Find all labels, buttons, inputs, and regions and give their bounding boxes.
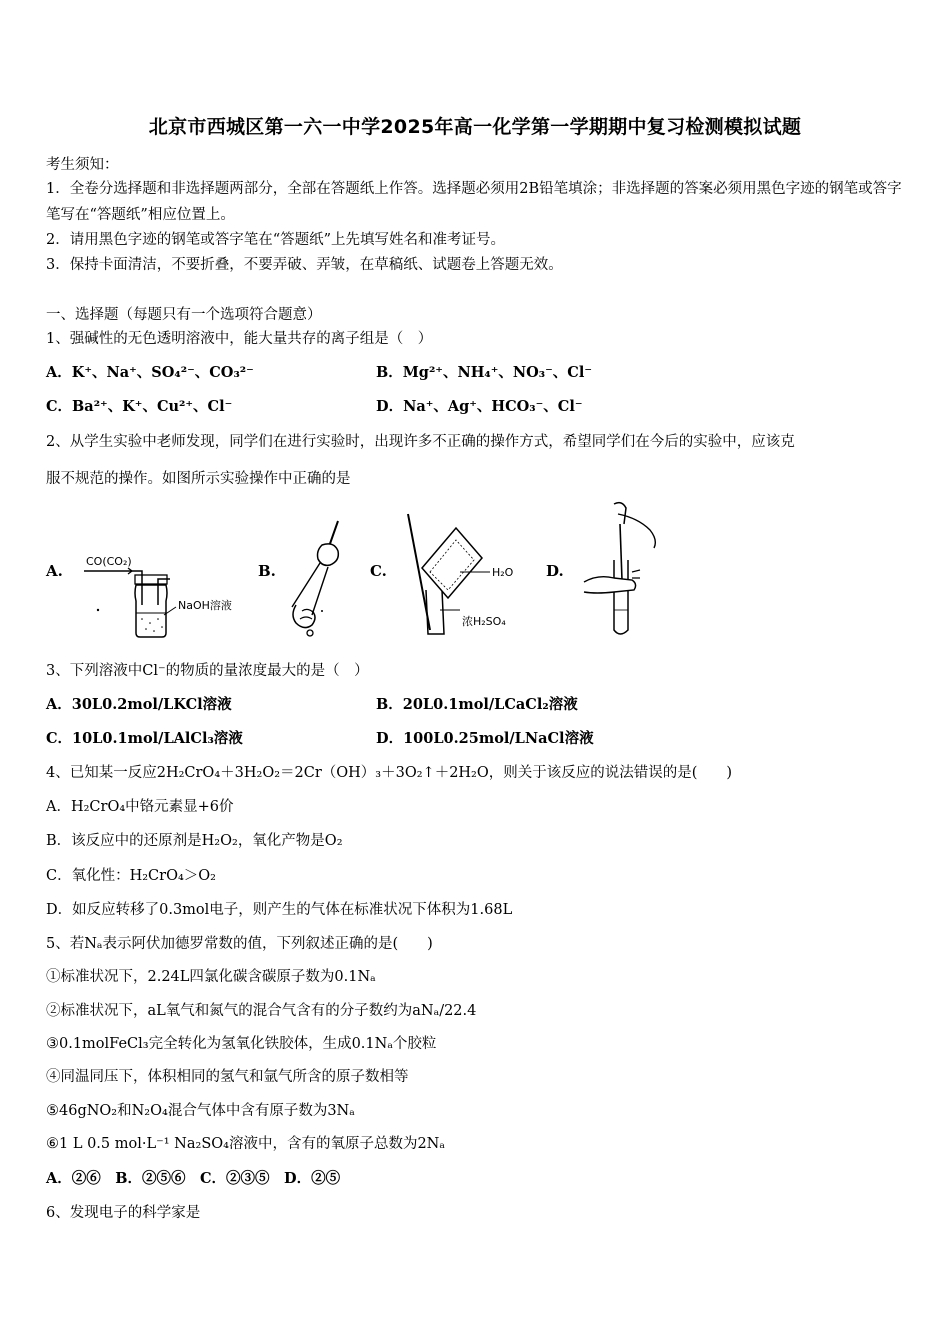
figure-c-acid-label: 浓H₂SO₄ [462, 615, 506, 628]
notice-item-2: 2．请用黑色字迹的钢笔或答字笔在“答题纸”上先填写姓名和准考证号。 [46, 232, 506, 248]
q4-option-b: B．该反应中的还原剂是H₂O₂，氧化产物是O₂ [46, 833, 343, 849]
q5-statement-4: ④同温同压下，体积相同的氢气和氩气所含的原子数相等 [46, 1069, 409, 1085]
figure-c-water-label: H₂O [492, 566, 514, 579]
figure-c-acid-dilution [400, 510, 530, 640]
q5-statement-1: ①标准状况下，2.24L四氯化碳含碳原子数为0.1Nₐ [46, 969, 376, 985]
q5-statement-5: ⑤46gNO₂和N₂O₄混合气体中含有原子数为3Nₐ [46, 1103, 355, 1119]
fig-label-b: B. [258, 562, 276, 580]
q1-option-a: A．K⁺、Na⁺、SO₄²⁻、CO₃²⁻ [46, 364, 254, 381]
notice-heading: 考生须知： [46, 157, 119, 173]
section-heading: 一、选择题（每题只有一个选项符合题意） [46, 307, 322, 323]
q6-stem: 6、发现电子的科学家是 [46, 1205, 201, 1221]
q3-option-c: C．10L0.1mol/LAlCl₃溶液 [46, 730, 243, 747]
q1-option-c: C．Ba²⁺、K⁺、Cu²⁺、Cl⁻ [46, 398, 233, 415]
q3-option-d: D．100L0.25mol/LNaCl溶液 [376, 730, 594, 747]
q2-stem-line2: 服不规范的操作。如图所示实验操作中正确的是 [46, 471, 351, 487]
q4-option-d: D．如反应转移了0.3mol电子，则产生的气体在标准状况下体积为1.68L [46, 902, 513, 918]
q1-option-d: D．Na⁺、Ag⁺、HCO₃⁻、Cl⁻ [376, 398, 583, 415]
figure-a-gas-label: CO(CO₂) [86, 555, 132, 568]
q5-statement-2: ②标准状况下，aL氧气和氮气的混合气含有的分子数约为aNₐ/22.4 [46, 1003, 477, 1019]
notice-item-3: 3．保持卡面清洁，不要折叠，不要弄破、弄皱，在草稿纸、试题卷上答题无效。 [46, 257, 563, 273]
q1-option-b: B．Mg²⁺、NH₄⁺、NO₃⁻、Cl⁻ [376, 364, 592, 381]
fig-label-c: C. [370, 562, 387, 580]
q2-stem-line1: 2、从学生实验中老师发现，同学们在进行实验时，出现许多不正确的操作方式，希望同学们在今后的实验中，应该克 [46, 434, 795, 450]
figure-a-solution-label: NaOH溶液 [178, 599, 232, 612]
q5-statement-6: ⑥1 L 0.5 mol·L⁻¹ Na₂SO₄溶液中，含有的氧原子总数为2Nₐ [46, 1136, 445, 1152]
figure-b-hand-pipette [282, 515, 362, 640]
q4-option-a: A．H₂CrO₄中铬元素显+6价 [46, 799, 234, 815]
fig-label-a: A. [46, 562, 63, 580]
fig-label-d: D. [546, 562, 564, 580]
q5-statement-3: ③0.1molFeCl₃完全转化为氢氧化铁胶体，生成0.1Nₐ个胶粒 [46, 1036, 437, 1052]
q3-stem: 3、下列溶液中Cl⁻的物质的量浓度最大的是（ ） [46, 663, 369, 679]
notice-item-1: 1．全卷分选择题和非选择题两部分，全部在答题纸上作答。选择题必须用2B铅笔填涂；非选择题的答案必须用黑色字迹的钢笔或答字笔写在“答题纸”相应位置上。 [46, 181, 902, 223]
q3-option-b: B．20L0.1mol/LCaCl₂溶液 [376, 696, 578, 713]
page-title: 北京市西城区第一六一中学2025年高一化学第一学期期中复习检测模拟试题 [148, 116, 802, 138]
q3-option-a: A．30L0.2mol/LKCl溶液 [46, 696, 232, 713]
q5-stem: 5、若Nₐ表示阿伏加德罗常数的值，下列叙述正确的是( ) [46, 936, 433, 952]
figure-a-wash-bottle [80, 545, 250, 640]
q1-stem: 1、强碱性的无色透明溶液中，能大量共存的离子组是（ ） [46, 331, 433, 347]
q4-option-c: C．氧化性：H₂CrO₄＞O₂ [46, 868, 216, 884]
figure-d-dropper-test-tube [578, 500, 668, 640]
q4-stem: 4、已知某一反应2H₂CrO₄＋3H₂O₂＝2Cr（OH）₃＋3O₂↑＋2H₂O，则关于该反应的说法错误的是( ) [46, 765, 733, 781]
q5-options: A．②⑥ B．②⑤⑥ C．②③⑤ D．②⑤ [46, 1170, 341, 1187]
